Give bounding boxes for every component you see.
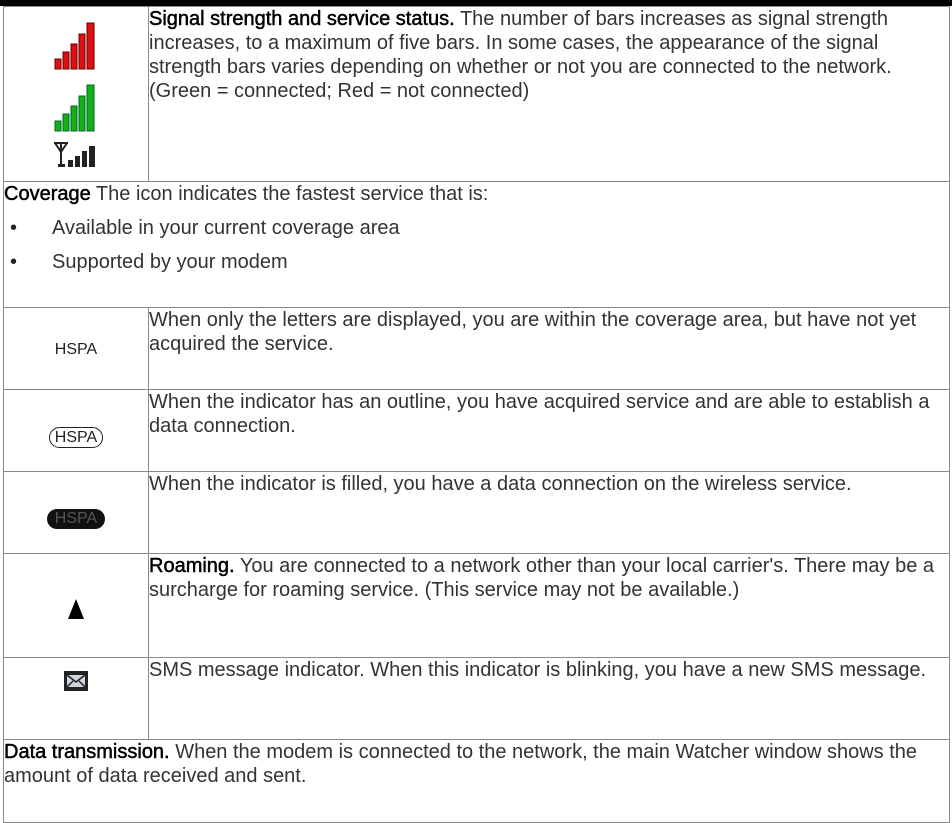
signal-text: The number of bars increases as signal strength increases, to a maximum of five bars. In some cases, the appearance of the signal strength bars varies depending on whether or not you are connected to the network. (Green = connected; Red = not connected) (149, 8, 892, 102)
sms-row (4, 658, 950, 740)
roaming-row (4, 554, 950, 658)
hspa-filled-icon: HSPA (47, 509, 105, 529)
data-cell (4, 740, 950, 823)
roaming-description (149, 554, 950, 658)
hspa-filled-description: When the indicator is filled, you have a data connection on the wireless service. (149, 472, 950, 554)
signal-icons-cell (4, 7, 149, 182)
data-heading: Data transmission. (4, 741, 170, 763)
roaming-icon-cell (4, 554, 149, 658)
antenna-signal-icon (51, 139, 101, 169)
bullet-icon: • (10, 251, 18, 273)
data-text: When the modem is connected to the network, the main Watcher window shows the amount of data received and sent. (4, 741, 918, 787)
hspa-plain-description: When only the letters are displayed, you are within the coverage area, but have not yet acquired the service. (149, 308, 950, 390)
hspa-filled-row (4, 472, 950, 554)
sms-envelope-icon (63, 670, 89, 692)
roaming-text: You are connected to a network other than your local carrier's. There may be a surcharge for roaming service. (This service may not be available.) (149, 555, 935, 601)
roaming-triangle-icon (67, 598, 85, 620)
signal-heading: Signal strength and service status. (149, 8, 455, 30)
status-icon-table (3, 6, 950, 823)
signal-green-icon (51, 81, 101, 133)
coverage-heading: Coverage (4, 183, 91, 205)
coverage-bullet-2: Supported by your modem (52, 251, 288, 273)
sms-description: SMS message indicator. When this indicator is blinking, you have a new SMS message. (149, 658, 950, 740)
signal-description (149, 7, 950, 182)
hspa-outline-cell (4, 390, 149, 472)
coverage-bullet-1: Available in your current coverage area (52, 217, 400, 239)
coverage-cell (4, 182, 950, 308)
list-item (4, 216, 949, 240)
signal-red-icon (51, 19, 101, 71)
bullet-icon: • (10, 217, 18, 239)
hspa-outline-row (4, 390, 950, 472)
data-row (4, 740, 950, 823)
coverage-text: The icon indicates the fastest service that is: (95, 183, 489, 205)
hspa-outline-icon: HSPA (49, 427, 103, 448)
sms-icon-cell (4, 658, 149, 740)
hspa-plain-icon: HSPA (54, 341, 98, 358)
hspa-filled-cell (4, 472, 149, 554)
hspa-plain-cell (4, 308, 149, 390)
list-item (4, 250, 949, 274)
hspa-outline-description: When the indicator has an outline, you have acquired service and are able to establish a data connection. (149, 390, 950, 472)
hspa-plain-row (4, 308, 950, 390)
coverage-row (4, 182, 950, 308)
roaming-heading: Roaming. (149, 555, 235, 577)
signal-row (4, 7, 950, 182)
